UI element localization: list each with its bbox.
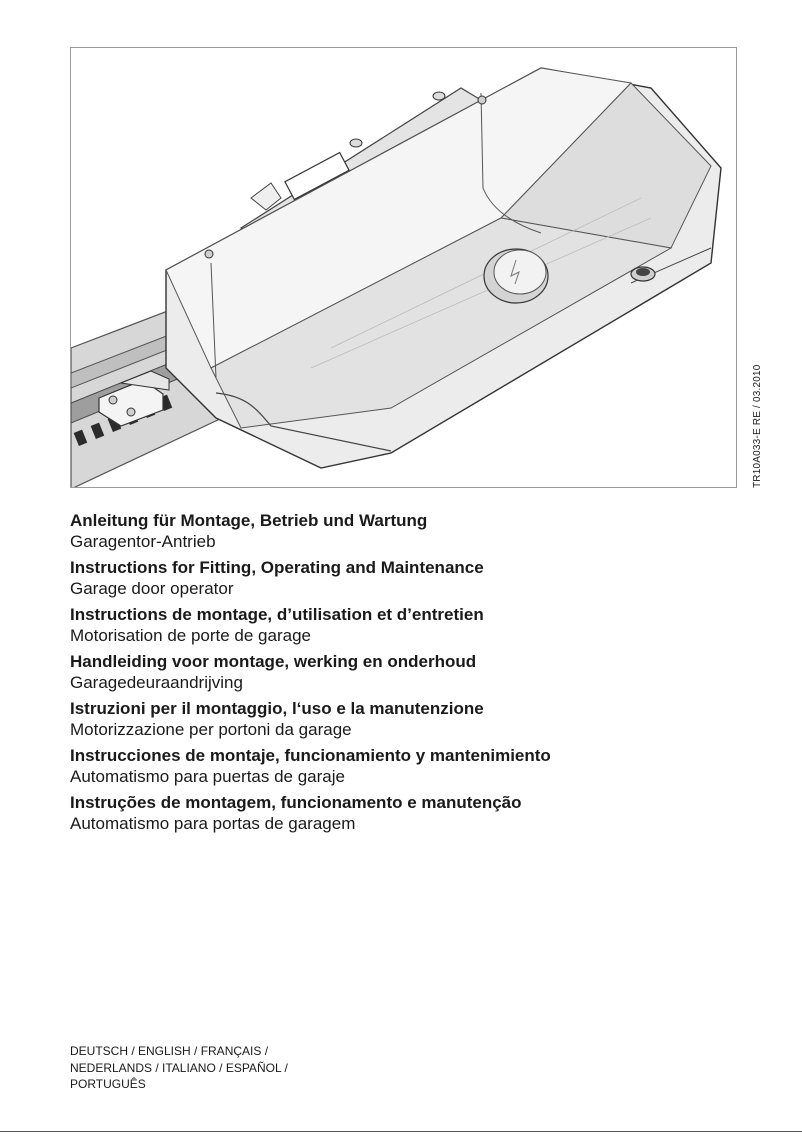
release-knob bbox=[631, 267, 655, 281]
title-block-es bbox=[70, 745, 750, 787]
title-heading: Instrucciones de montaje, funcionamiento y mantenimiento bbox=[70, 746, 551, 765]
language-line: NEDERLANDS / ITALIANO / ESPAÑOL / bbox=[70, 1060, 288, 1075]
title-block-it bbox=[70, 698, 750, 740]
title-block-nl bbox=[70, 651, 750, 693]
title-heading: Anleitung für Montage, Betrieb und Wartung bbox=[70, 511, 428, 530]
title-heading: Instructions for Fitting, Operating and Maintenance bbox=[70, 558, 484, 577]
title-heading: Handleiding voor montage, werking en onderhoud bbox=[70, 652, 477, 671]
title-block-pt bbox=[70, 792, 750, 834]
title-block-en bbox=[70, 557, 750, 599]
language-line: DEUTSCH / ENGLISH / FRANÇAIS / bbox=[70, 1044, 269, 1058]
document-code: TR10A033-E RE / 03.2010 bbox=[752, 364, 763, 488]
title-subtitle: Garage door operator bbox=[70, 579, 234, 598]
title-subtitle: Motorizzazione per portoni da garage bbox=[70, 720, 352, 739]
title-subtitle: Automatismo para puertas de garaje bbox=[70, 767, 345, 786]
title-heading: Instructions de montage, d’utilisation et d’entretien bbox=[70, 605, 484, 624]
manual-titles bbox=[70, 510, 750, 839]
bottom-divider bbox=[0, 1131, 802, 1132]
title-block-de bbox=[70, 510, 750, 552]
title-block-fr bbox=[70, 604, 750, 646]
title-subtitle: Motorisation de porte de garage bbox=[70, 626, 311, 645]
light-dome bbox=[484, 249, 548, 303]
title-subtitle: Garagedeuraandrijving bbox=[70, 673, 243, 692]
title-subtitle: Garagentor-Antrieb bbox=[70, 532, 216, 551]
language-list bbox=[70, 1043, 288, 1093]
title-subtitle: Automatismo para portas de garagem bbox=[70, 814, 356, 833]
product-illustration bbox=[70, 47, 737, 488]
title-heading: Instruções de montagem, funcionamento e manutenção bbox=[70, 793, 522, 812]
language-line: PORTUGUÊS bbox=[70, 1077, 146, 1091]
title-heading: Istruzioni per il montaggio, l‘uso e la manutenzione bbox=[70, 699, 484, 718]
